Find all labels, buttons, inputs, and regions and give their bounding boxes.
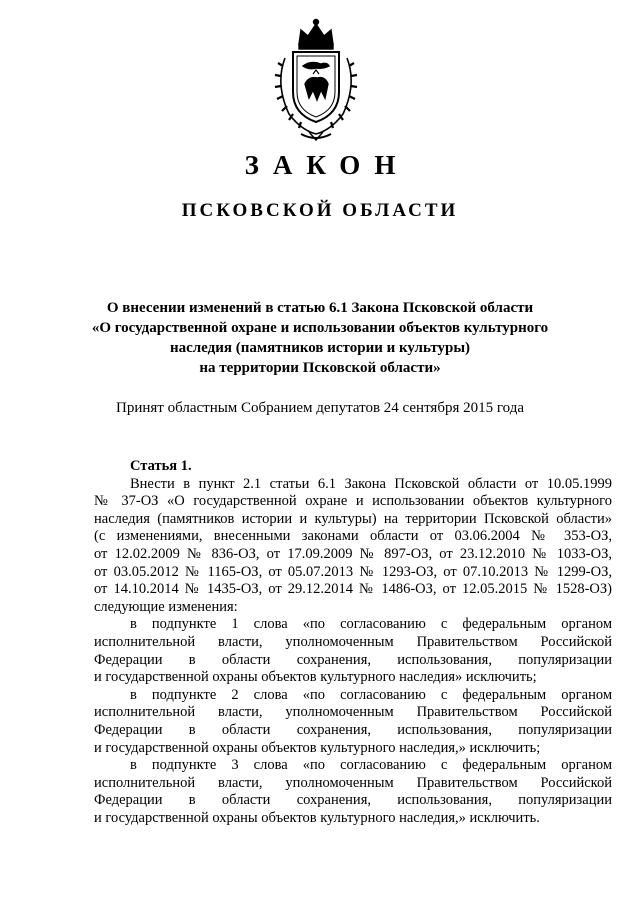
paragraph-line: и государственной охраны объектов культурного наследия,» исключить. — [94, 809, 540, 826]
paragraph-line: Федерации в области сохранения, использования, популяризации — [94, 792, 612, 809]
paragraph-line: (с изменениями, внесенными законами области от 03.06.2004 № 353-ОЗ, — [94, 528, 612, 545]
paragraph-line: следующие изменения: — [94, 598, 238, 615]
coat-of-arms-icon — [261, 14, 371, 144]
paragraph-line: и государственной охраны объектов культурного наследия,» исключить; — [94, 739, 541, 756]
paragraph-line: и государственной охраны объектов культурного наследия» исключить; — [94, 669, 537, 686]
paragraph-line: в подпункте 3 слова «по согласованию с федеральным органом — [130, 757, 612, 774]
subject-line: на территории Псковской области» — [199, 360, 441, 376]
paragraph-line: от 03.05.2012 № 1165-ОЗ, от 05.07.2013 № 1293-ОЗ, от 07.10.2013 № 1299-ОЗ, — [94, 563, 612, 580]
subject-line: наследия (памятников истории и культуры) — [169, 340, 471, 356]
paragraph-line: Федерации в области сохранения, использования, популяризации — [94, 651, 612, 668]
paragraph-line: исполнительной власти, уполномоченным Правительством Российской — [94, 774, 612, 791]
subject-line: О внесении изменений в статью 6.1 Закона Псковской области — [106, 300, 534, 316]
law-subject — [60, 298, 580, 378]
paragraph-line: в подпункте 2 слова «по согласованию с федеральным органом — [130, 686, 612, 703]
paragraph-line: исполнительной власти, уполномоченным Правительством Российской — [94, 704, 612, 721]
adoption-statement: Принят областным Собранием депутатов 24 сентября 2015 года — [115, 400, 525, 416]
article-body — [94, 458, 612, 827]
paragraph-line: наследия (памятников истории и культуры) на территории Псковской области» — [94, 510, 612, 527]
document-title: ЗАКОН — [244, 150, 410, 180]
paragraph-line: № 37-ОЗ «О государственной охране и использовании объектов культурного — [94, 493, 612, 510]
paragraph-line: Федерации в области сохранения, использования, популяризации — [94, 721, 612, 738]
paragraph-line: от 12.02.2009 № 836-ОЗ, от 17.09.2009 № 897-ОЗ, от 23.12.2010 № 1033-ОЗ, — [94, 545, 612, 562]
paragraph-line: исполнительной власти, уполномоченным Правительством Российской — [94, 633, 612, 650]
subject-line: «О государственной охране и использовании объектов культурного — [91, 320, 549, 336]
article-heading: Статья 1. — [130, 458, 192, 474]
paragraph-line: Внести в пункт 2.1 статьи 6.1 Закона Псковской области от 10.05.1999 — [130, 475, 612, 492]
region-title: ПСКОВСКОЙ ОБЛАСТИ — [181, 200, 459, 221]
paragraph-line: от 14.10.2014 № 1435-ОЗ, от 29.12.2014 № 1486-ОЗ, от 12.05.2015 № 1528-ОЗ) — [94, 581, 612, 598]
paragraph-line: в подпункте 1 слова «по согласованию с федеральным органом — [130, 616, 612, 633]
